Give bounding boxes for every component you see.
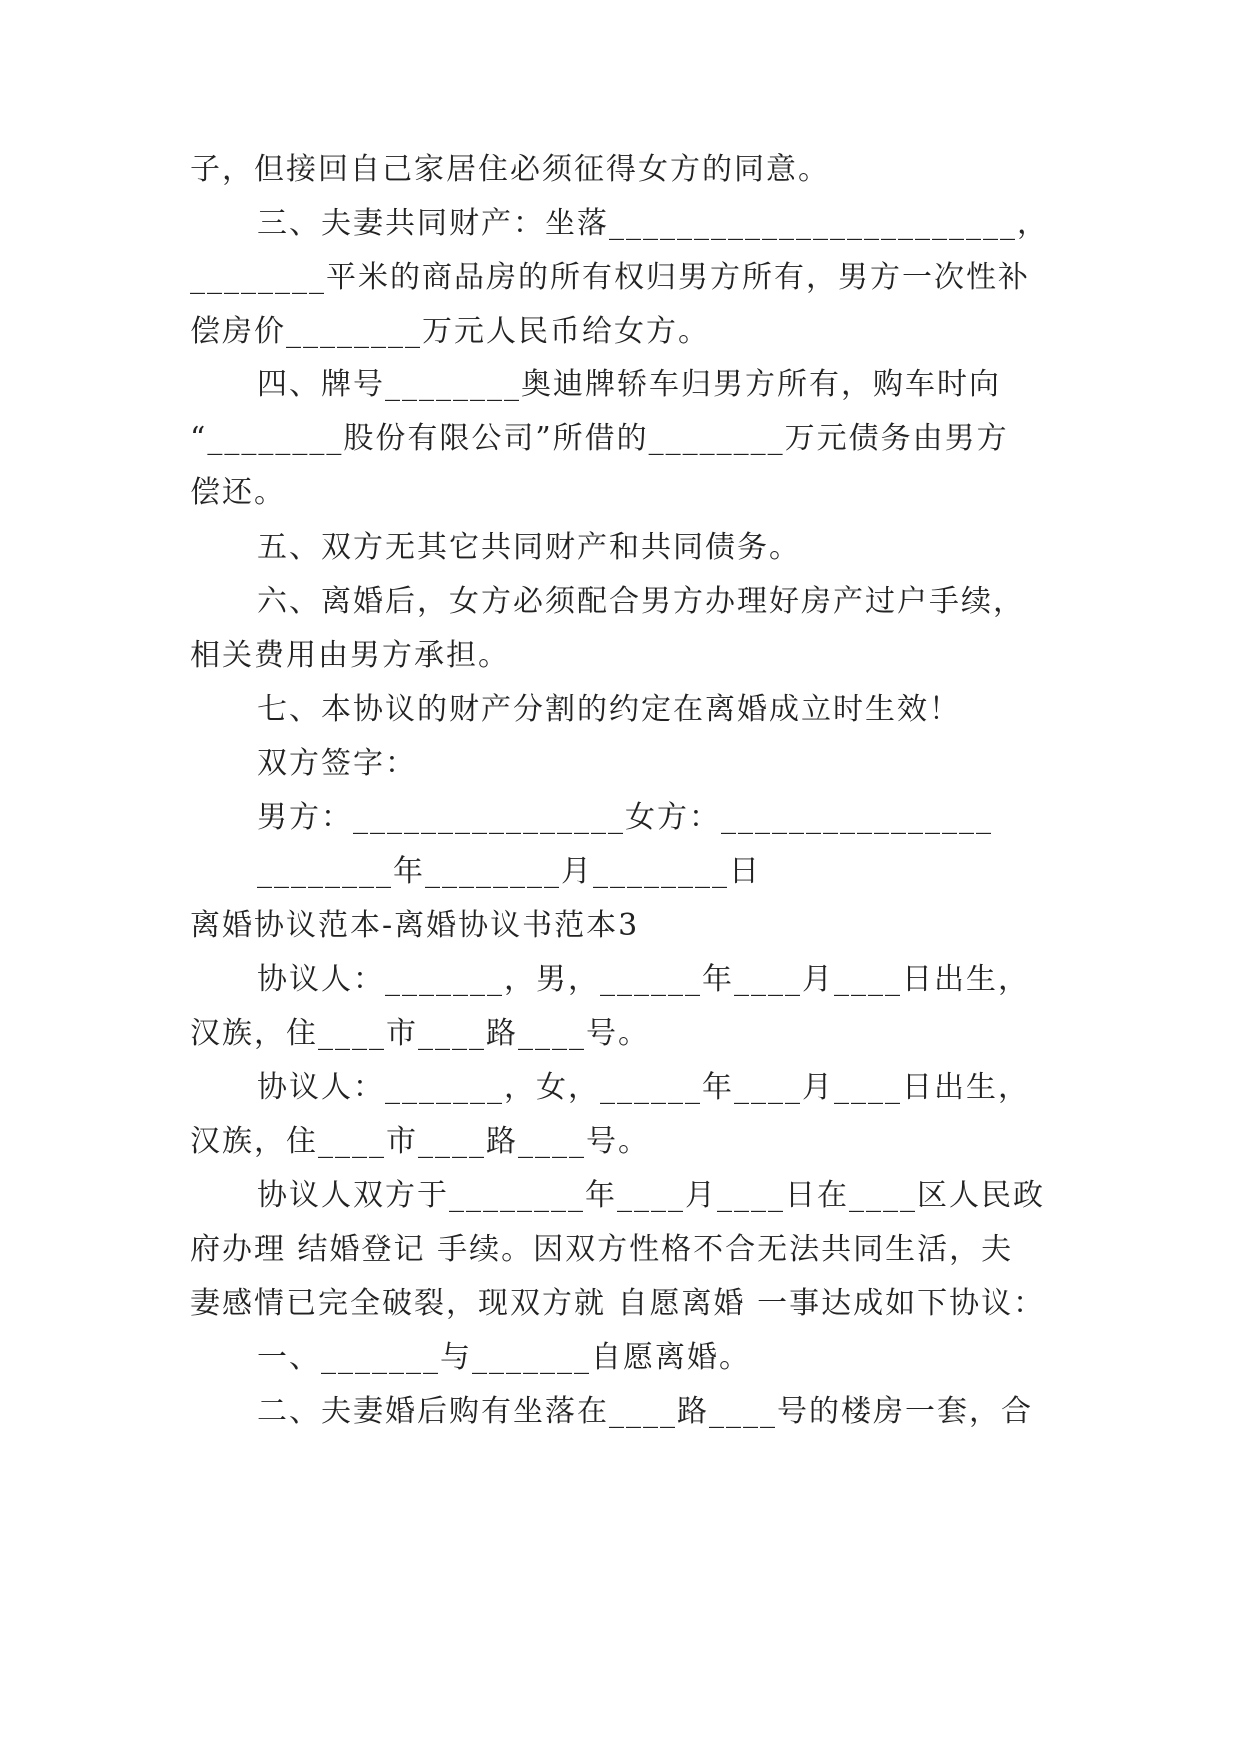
- text-line: 相关费用由男方承担。: [190, 638, 510, 673]
- text-line: 偿还。: [190, 475, 286, 510]
- text-line: 七、本协议的财产分割的约定在离婚成立时生效！: [257, 692, 961, 727]
- date-line: ________年________月________日: [257, 854, 761, 889]
- text-line: 五、双方无其它共同财产和共同债务。: [257, 530, 801, 565]
- text-line: “________股份有限公司”所借的________万元债务由男方: [190, 421, 1009, 456]
- text-line: 二、夫妻婚后购有坐落在____路____号的楼房一套，合: [257, 1394, 1033, 1429]
- section-title: 离婚协议范本-离婚协议书范本3: [190, 908, 640, 943]
- text-line: ________平米的商品房的所有权归男方所有，男方一次性补: [190, 260, 1030, 295]
- text-line: 偿房价________万元人民币给女方。: [190, 314, 710, 349]
- text-line: 府办理 结婚登记 手续。因双方性格不合无法共同生活，夫: [190, 1232, 1014, 1267]
- text-line: 子，但接回自己家居住必须征得女方的同意。: [190, 152, 830, 187]
- text-line: 双方签字：: [257, 746, 417, 781]
- text-line: 四、牌号________奥迪牌轿车归男方所有，购车时向: [257, 367, 1001, 402]
- text-line: 汉族，住____市____路____号。: [190, 1016, 650, 1051]
- text-line: 协议人：_______，女，______年____月____日出生，: [257, 1070, 1030, 1105]
- text-line: 三、夫妻共同财产：坐落________________________，: [257, 206, 1049, 241]
- text-line: 协议人：_______，男，______年____月____日出生，: [257, 962, 1030, 997]
- text-line: 一、_______与_______自愿离婚。: [257, 1340, 751, 1375]
- text-line: 妻感情已完全破裂，现双方就 自愿离婚 一事达成如下协议：: [190, 1286, 1046, 1321]
- signature-line: 男方：________________女方：________________: [257, 800, 993, 835]
- text-line: 六、离婚后，女方必须配合男方办理好房产过户手续，: [257, 584, 1025, 619]
- text-line: 汉族，住____市____路____号。: [190, 1124, 650, 1159]
- text-line: 协议人双方于________年____月____日在____区人民政: [257, 1178, 1045, 1213]
